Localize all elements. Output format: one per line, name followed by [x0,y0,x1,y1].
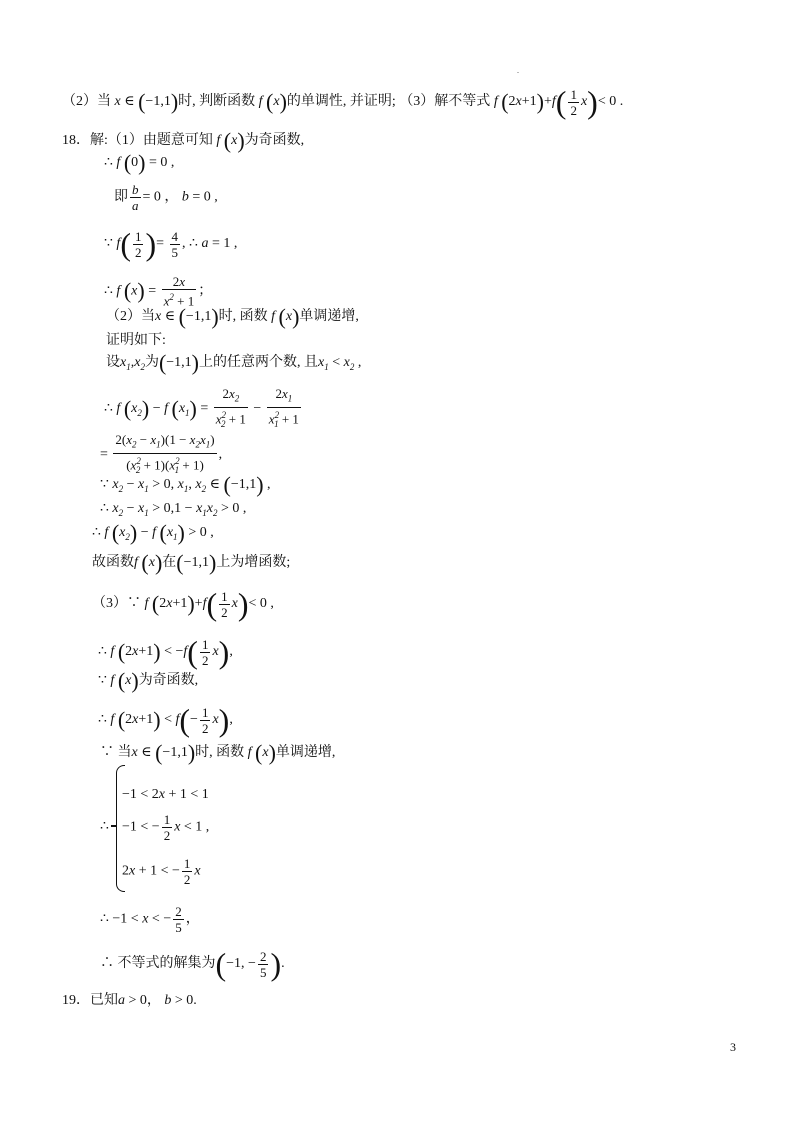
let-text: 设 [106,355,120,371]
line-fx-formula: ∴ f (x) = $\frac{2x}{x^2 + 1}$ ； [104,274,213,309]
p2-text: 时, 判断函数 [178,94,256,110]
ineq-line-2: ∴ f (2x+1) < f(− $\frac{1}{2}$ x), [98,702,233,738]
let-line: 设$x_1,x_2$为(−1,1)上的任意两个数, 且$x_1 < x_2$ , [106,350,362,375]
p2-tail-2: 单调递增, [299,309,359,325]
problem-17-line: （2）当 x ∈ (−1,1)时, 判断函数 f (x)的单调性, 并证明; （3）解不等式 f (2x+1)+f( $\frac{1}{2}$ x)< 0 . [62,84,624,120]
diff-line: ∴ f $(x_2) - f$ $(x_1)$ = $\frac{2x_2}{x^2_2 + 1}$ − $\frac{2x_1}{x^2_1 + 1}$ [104,386,299,429]
intro-text: 解:（1）由题意可知 [90,133,213,149]
solution-18-intro: 18．解:（1）由题意可知 f (x)为奇函数, [62,128,305,153]
proof-title: 证明如下: [106,333,166,348]
p2-text-2: 时, 函数 [218,309,268,325]
diff-simplified: = $\frac{2(x_2 - x_1)(1 - x_2x_1)}{(x^2_2 + 1)(x^2_1 + 1)}$ , [100,432,223,475]
therefore-symbol: ∴ [100,819,109,834]
cond-line-3: ∴ f $(x_2) - f$ $(x_1) > 0$ , [92,520,214,545]
conclude-line: 故函数f (x)在(−1,1)上为增函数; [92,550,291,575]
inc-text: 时, 函数 [195,745,245,761]
ineq-line-1: ∴ f (2x+1) < −f( $\frac{1}{2}$ x), [98,634,233,670]
solution-set-text: 不等式的解集为 [117,956,216,972]
system-row-2: −1 < − $\frac{1}{2}$ x < 1 , [122,812,210,843]
conclude-tail: 上为增函数; [216,555,291,571]
problem-19-line: 19．已知a > 0， b > 0. [62,993,197,1008]
system-brace-tip [111,825,117,827]
p2-label: （2）当 [62,94,111,110]
line-f0: ∴ f (0) = 0 , [104,150,175,175]
part2-line: （2）当x ∈ (−1,1)时, 函数 f (x)单调递增, [106,304,359,329]
odd-again-text: 为奇函数, [138,673,199,689]
problem-19-text: 已知 [90,993,118,1008]
when-text: 当 [141,309,155,325]
conclude-text: 故函数 [92,555,134,571]
p2-tail: 的单调性, 并证明; [286,94,396,110]
odd-again-line: ∵ f (x)为奇函数, [98,668,199,693]
cond-line-2: ∴ $x_2 - x_1 > 0,1 - x_1x_2 > 0$ , [100,501,247,518]
let-mid: 为 [144,355,159,371]
p3-label-2: （3） [92,596,127,612]
part3-line: （3）∵ f (2x+1)+f( $\frac{1}{2}$ x)< 0 , [92,586,274,622]
line-ba: 即 $\frac{b}{a}$ = 0 ， b = 0 , [114,182,218,213]
page-number: 3 [730,1040,736,1054]
problem-number: 18． [62,133,90,149]
solution-set-line: ∴ 不等式的解集为(−1, − $\frac{2}{5}$ ). [100,946,285,982]
conclude-mid: 在 [162,555,177,571]
odd-fn-text: 为奇函数, [244,133,305,149]
cond-line-1: ∵ $x_2 - x_1 > 0$, $x_1$, $x_2$ ∈ (−1,1) , [100,472,271,497]
let-tail: 上的任意两个数, 且 [199,355,318,371]
when-text-2: 当 [117,745,132,761]
line-f-half: ∵ f( $\frac{1}{2}$ )= $\frac{4}{5}$ , ∴ a = 1 , [104,226,238,262]
ji-text: 即 [114,189,128,205]
inc-line: ∵ 当x ∈ (−1,1)时, 函数 f (x)单调递增, [100,740,336,765]
system-row-3: 2x + 1 < − $\frac{1}{2}$ x [122,856,201,887]
p3-label: （3）解不等式 [399,94,491,110]
stray-mark [517,72,519,73]
system-row-1: −1 < 2x + 1 < 1 [122,787,209,802]
problem-19-number: 19． [62,993,90,1008]
range-line: ∴ −1 < x < − $\frac{2}{5}$ ， [100,904,200,935]
inc-tail: 单调递增, [275,745,336,761]
